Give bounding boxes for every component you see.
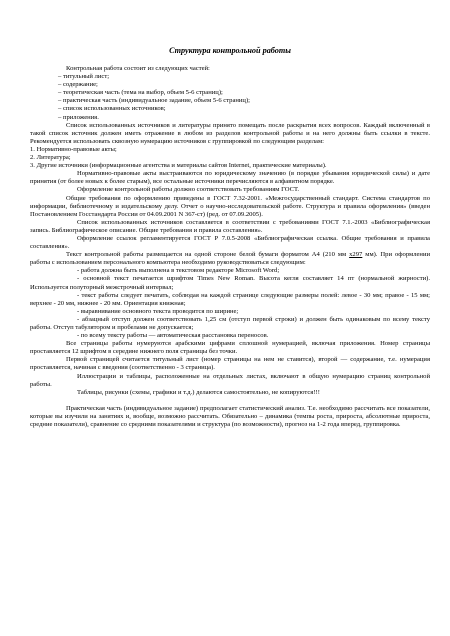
tables-paragraph: Таблицы, рисунки (схемы, графики и т.д.) делаются самостоятельно, не копируются!!!	[77, 388, 320, 396]
source-group-item: 2. Литература;	[30, 154, 71, 162]
list-item: – практическая часть (индивидуальное задание, объем 5-6 страниц);	[58, 97, 250, 105]
rule-item: - выравнивание основного текста проводится по ширине;	[77, 307, 239, 315]
practical-paragraph: Практическая часть (индивидуальное задание) предполагает статистический анализ. Т.е. необходимо рассчитать все показатели, которые вы изучили на занятиях и, вообще, возможно рассчитать. Обязательно – динамика (темпы роста, прироста, абсолютные прироста, средние показатели), сравнение со средними показателями и структура (по возможности), прогноз на 1-2 года вперед, группировка.	[30, 404, 430, 429]
rule-item: - текст работы следует печатать, соблюдая на каждой странице следующие размеры полей: левое - 30 мм; правое - 15 мм; верхнее - 20 мм, нижнее - 20 мм. Ориентация книжная;	[30, 291, 430, 307]
first-page-paragraph: Первой страницей считается титульный лист (номер страницы на нем не ставится), второй — содержание, т.е. нумерация проставляется, начиная с введения (соответственно - 3 страница).	[30, 356, 430, 372]
list-item: – теоретическая часть (тема на выбор, объем 5-6 страниц);	[58, 89, 223, 97]
bibliography-paragraph: Список использованных источников составляется в соответствии с требованиями ГОСТ 7.1.-2003 «Библиографическая запись. Библиографическое описание. Общие требования и правила составления».	[30, 218, 430, 234]
paper-size-link: х297	[349, 251, 363, 259]
source-group-item: 1. Нормативно-правовые акты;	[30, 145, 117, 153]
rule-item: - абзацный отступ должен соответствовать 1,25 см (отступ первой строки) и должен быть одинаковым по всему тексту работы. Отступ табулятором и пробелами не допускается;	[30, 315, 430, 331]
references-paragraph: Оформление ссылок регламентируется ГОСТ Р 7.0.5-2008 «Библиографическая ссылка. Общие требования и правила составления».	[30, 234, 430, 251]
text-placement-paragraph	[30, 251, 430, 267]
source-group-item: 3. Другие источники (информационные агентства и материалы сайтов Internet, практические материалы).	[30, 162, 327, 170]
illustrations-paragraph: Иллюстрации и таблицы, расположенные на отдельных листах, включают в общую нумерацию страниц контрольной работы.	[30, 372, 430, 388]
list-item: – титульный лист;	[58, 73, 110, 81]
rule-item: - работа должна быть выполнена в текстовом редакторе Microsoft Word;	[77, 267, 280, 275]
list-item: – список использованных источников;	[58, 105, 166, 113]
rule-item: - основной текст печатается шрифтом Times New Roman. Высота кегля составляет 14 пт (нормальной жирности). Используется полуторный межстрочный интервал;	[30, 275, 430, 291]
general-requirements-paragraph: Общие требования по оформлению приведены в ГОСТ 7.32-2001. «Межгосударственный стандарт. Система стандартов по информации, библиотечному и издательскому делу. Отчет о научно-исследовательской работе. Структура и правила оформления» (введен Постановлением Госстандарта России от 04.09.2001 N 367-ст) (ред. от 07.09.2005).	[30, 194, 430, 218]
rule-item: - по всему тексту работы — автоматическая расстановка переносов.	[77, 332, 269, 340]
intro-paragraph: Контрольная работа состоит из следующих частей:	[66, 65, 210, 72]
legal-acts-paragraph: Нормативно-правовые акты выстраиваются по юридическому значению (в порядке убывания юридической силы) и дате принятия (от более новых к более старым), все остальные источники перечисляются в алфавитном порядке.	[30, 170, 430, 186]
numbering-paragraph: Все страницы работы нумеруются арабскими цифрами сплошной нумерацией, включая приложения. Номер страницы проставляется 12 шрифтом в середине нижнего поля страницы без точки.	[30, 340, 430, 356]
document-title: Структура контрольной работы	[169, 46, 291, 55]
formatting-gost-paragraph: Оформление контрольной работы должно соответствовать требованиям ГОСТ.	[77, 186, 300, 194]
text-placement-end: мм). При оформлении работы с использованием персонального компьютера необходимо руководствоваться следующим:	[30, 251, 430, 267]
text-placement-start: Текст контрольной работы размещается на одной стороне белой бумаги форматом А4 (210 мм	[66, 251, 350, 259]
sources-paragraph: Список использованных источников и литературы принято помещать после раскрытия всех вопросов. Каждый включенный в такой список источник должен иметь отражение в любом из разделов контрольной работы и на него должны быть ссылки в тексте. Рекомендуется использовать сквозную нумерацию источников с группировкой по следующим разделам:	[30, 121, 430, 145]
paragraph-gap	[30, 397, 430, 405]
list-item: – содержание;	[58, 81, 98, 89]
list-item: – приложения.	[58, 113, 99, 121]
